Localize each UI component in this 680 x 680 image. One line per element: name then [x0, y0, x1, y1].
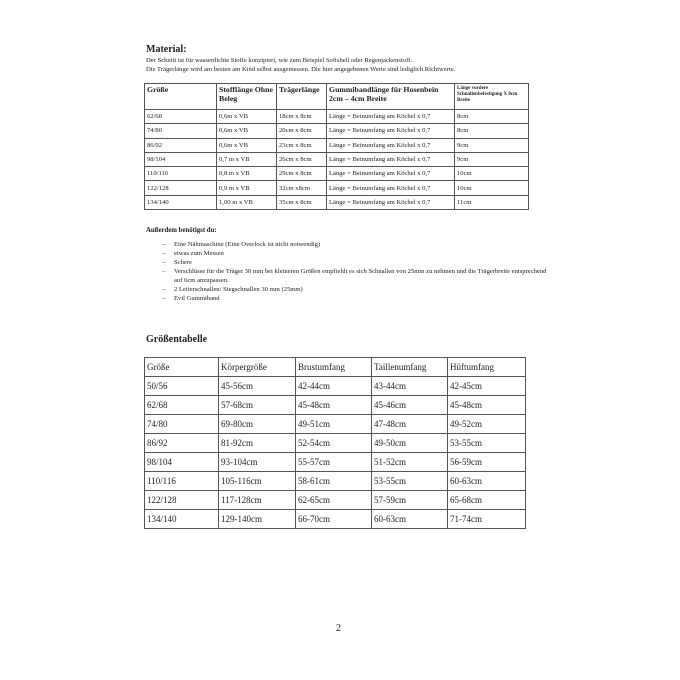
size-table-row	[145, 472, 526, 491]
material-description-line-2: Die Trägerlänge wird am besten am Kind selbst ausgemessen. Die hier angegebenen Werte sind lediglich Richtwerte.	[146, 66, 456, 73]
material-table-header: Gummibandlänge für Hosenbein 2cm – 4cm Breite	[327, 84, 455, 110]
material-table-cell: 0,6m x VB	[217, 110, 277, 124]
material-table-row	[145, 195, 529, 209]
material-table-body	[145, 110, 529, 210]
size-table-row	[145, 415, 526, 434]
material-table-header: Größe	[145, 84, 217, 110]
size-table-cell: 93-104cm	[219, 453, 296, 472]
size-table-cell: 86/92	[145, 434, 219, 453]
size-table-cell: 129-140cm	[219, 510, 296, 529]
material-table-cell: 98/104	[145, 152, 217, 166]
size-table-cell: 57-59cm	[372, 491, 448, 510]
size-table-body	[145, 377, 526, 529]
material-table-cell: Länge = Beinumfang am Köchel x 0,7	[327, 124, 455, 138]
size-table-header: Taillenumfang	[372, 358, 448, 377]
material-table-cell: 0,9 m x VB	[217, 181, 277, 195]
size-table-cell: 110/116	[145, 472, 219, 491]
size-table-cell: 81-92cm	[219, 434, 296, 453]
material-table-header-row	[145, 84, 529, 110]
size-table-cell: 47-48cm	[372, 415, 448, 434]
size-table-row	[145, 453, 526, 472]
size-table-row	[145, 377, 526, 396]
material-table-row	[145, 138, 529, 152]
size-table-cell: 60-63cm	[448, 472, 526, 491]
material-table-cell: 86/92	[145, 138, 217, 152]
extras-list-item: – Evil Gummiband	[162, 294, 552, 303]
size-table-header: Größe	[145, 358, 219, 377]
size-table-cell: 60-63cm	[372, 510, 448, 529]
material-heading: Material:	[146, 44, 187, 55]
extras-list	[162, 240, 552, 303]
material-table-row	[145, 110, 529, 124]
material-table-cell: 0,6m x VB	[217, 124, 277, 138]
material-table-cell: 62/68	[145, 110, 217, 124]
size-table-cell: 49-50cm	[372, 434, 448, 453]
size-table-cell: 45-48cm	[296, 396, 372, 415]
size-table-row	[145, 434, 526, 453]
material-table-cell: Länge = Beinumfang am Köchel x 0,7	[327, 167, 455, 181]
extras-list-item: – Verschlüsse für die Träger 30 mm bei kleineren Größen empfiehlt es sich Schnallen von 25mm zu nehmen und die Trägerbreite entsprechend auf 6cm anzupassen.	[162, 267, 552, 285]
material-table-cell: 0,7 m x VB	[217, 152, 277, 166]
size-table-cell: 71-74cm	[448, 510, 526, 529]
material-table-cell: 0,6m x VB	[217, 138, 277, 152]
material-table-cell: 32cm x8cm	[277, 181, 327, 195]
size-table-cell: 117-128cm	[219, 491, 296, 510]
material-table-cell: 9cm	[455, 138, 529, 152]
material-table-cell: Länge = Beinumfang am Köchel x 0,7	[327, 152, 455, 166]
material-table-cell: 10cm	[455, 167, 529, 181]
size-table-cell: 45-46cm	[372, 396, 448, 415]
size-table-cell: 69-80cm	[219, 415, 296, 434]
material-table-cell: 18cm x 8cm	[277, 110, 327, 124]
material-table-row	[145, 152, 529, 166]
material-table	[144, 83, 529, 210]
material-table-header: Länge vordere Schnallenbefestigung X 8cm Breite	[455, 84, 529, 110]
size-table-cell: 62-65cm	[296, 491, 372, 510]
size-table-cell: 58-61cm	[296, 472, 372, 491]
size-table-header: Hüftumfang	[448, 358, 526, 377]
material-table-row	[145, 124, 529, 138]
size-table-cell: 57-68cm	[219, 396, 296, 415]
material-table-cell: 35cm x 8cm	[277, 195, 327, 209]
material-table-cell: Länge = Beinumfang am Köchel x 0,7	[327, 110, 455, 124]
size-table-cell: 43-44cm	[372, 377, 448, 396]
material-table-cell: 20cm x 8cm	[277, 124, 327, 138]
material-table-header: Stofflänge Ohne Beleg	[217, 84, 277, 110]
material-table-cell: 11cm	[455, 195, 529, 209]
size-table-cell: 49-52cm	[448, 415, 526, 434]
size-table-row	[145, 510, 526, 529]
size-table-cell: 105-116cm	[219, 472, 296, 491]
material-table-cell: 8cm	[455, 110, 529, 124]
material-table-cell: 0,8 m x VB	[217, 167, 277, 181]
size-table-row	[145, 491, 526, 510]
size-table	[144, 357, 526, 529]
size-table-row	[145, 396, 526, 415]
material-table-cell: 10cm	[455, 181, 529, 195]
size-table-cell: 53-55cm	[448, 434, 526, 453]
material-description-line-1: Der Schnitt ist für wasserdichte Stoffe konzipiert, wie zum Beispiel Softshell oder Regenjackenstoff.	[146, 57, 413, 64]
material-table-cell: 134/140	[145, 195, 217, 209]
size-table-cell: 66-70cm	[296, 510, 372, 529]
extras-heading: Außerdem benötigst du:	[146, 227, 217, 234]
size-table-cell: 51-52cm	[372, 453, 448, 472]
size-table-cell: 45-48cm	[448, 396, 526, 415]
size-table-cell: 98/104	[145, 453, 219, 472]
material-table-cell: 110/116	[145, 167, 217, 181]
size-table-cell: 56-59cm	[448, 453, 526, 472]
material-table-cell: 26cm x 8cm	[277, 152, 327, 166]
size-table-cell: 53-55cm	[372, 472, 448, 491]
size-table-cell: 55-57cm	[296, 453, 372, 472]
material-table-cell: 74/80	[145, 124, 217, 138]
material-table-cell: Länge = Beinumfang am Köchel x 0,7	[327, 138, 455, 152]
material-table-cell: Länge = Beinumfang am Köchel x 0,7	[327, 181, 455, 195]
extras-list-item: – Schere	[162, 258, 552, 267]
size-table-header: Körpergröße	[219, 358, 296, 377]
material-table-cell: 122/128	[145, 181, 217, 195]
material-table-row	[145, 167, 529, 181]
extras-list-item: – Eine Nähmaschine (Eine Overlock ist nicht notwendig)	[162, 240, 552, 249]
material-table-cell: 9cm	[455, 152, 529, 166]
size-table-cell: 74/80	[145, 415, 219, 434]
size-table-cell: 50/56	[145, 377, 219, 396]
size-table-cell: 45-56cm	[219, 377, 296, 396]
size-table-cell: 42-45cm	[448, 377, 526, 396]
size-table-cell: 65-68cm	[448, 491, 526, 510]
material-table-cell: 29cm x 8cm	[277, 167, 327, 181]
size-table-cell: 49-51cm	[296, 415, 372, 434]
size-table-cell: 122/128	[145, 491, 219, 510]
material-table-cell: 23cm x 8cm	[277, 138, 327, 152]
size-table-header: Brustumfang	[296, 358, 372, 377]
material-table-header: Trägerlänge	[277, 84, 327, 110]
material-table-cell: 8cm	[455, 124, 529, 138]
material-table-cell: Länge = Beinumfang am Köchel x 0,7	[327, 195, 455, 209]
extras-list-item: – 2 Leiterschnallen/ Stegschnallen 30 mm (25mm)	[162, 285, 552, 294]
material-table-row	[145, 181, 529, 195]
size-table-cell: 52-54cm	[296, 434, 372, 453]
size-table-cell: 62/68	[145, 396, 219, 415]
size-table-cell: 42-44cm	[296, 377, 372, 396]
extras-list-item: – etwas zum Messen	[162, 249, 552, 258]
size-table-heading: Größentabelle	[146, 334, 208, 345]
page-number: 2	[336, 623, 341, 634]
size-table-cell: 134/140	[145, 510, 219, 529]
size-table-header-row	[145, 358, 526, 377]
material-table-cell: 1,00 m x VB	[217, 195, 277, 209]
